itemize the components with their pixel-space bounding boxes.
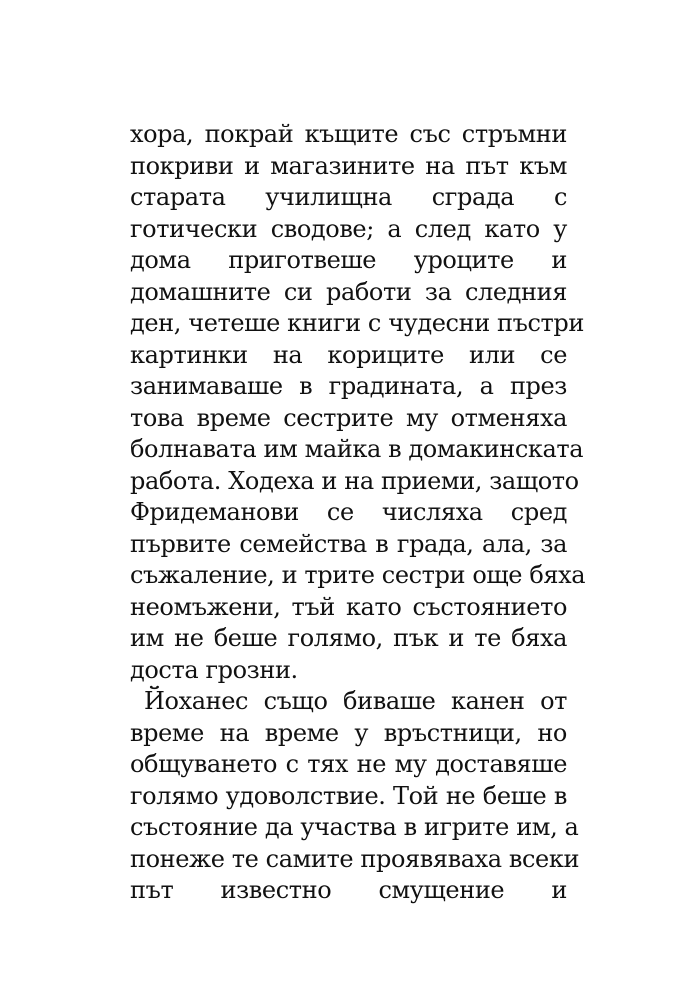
text-line: Йоханес също биваше канен от	[144, 687, 567, 715]
text-line: работа. Ходеха и на приеми, защото	[130, 466, 579, 495]
text-line: Фридеманови се числяха сред	[130, 498, 567, 526]
text-line: време на време у връстници, но	[130, 718, 567, 747]
text-line: първите семейства в града, ала, за	[130, 529, 567, 558]
text-line: съжаление, и трите сестри още бяха	[130, 561, 586, 589]
text-line: готически сводове; а след като у	[130, 214, 567, 243]
text-line: ден, четеше книги с чудесни пъстри	[130, 309, 584, 337]
body-text	[130, 119, 586, 907]
text-line: това време сестрите му отменяха	[130, 403, 567, 432]
text-line: път известно смущение и	[130, 876, 567, 904]
text-line: понеже те самите проявяваха всеки	[130, 844, 580, 873]
text-line: старата училищна сграда с	[130, 183, 567, 211]
text-line: домашните си работи за следния	[130, 277, 567, 306]
text-line: общуването с тях не му доставяше	[130, 750, 567, 778]
text-line: картинки на кориците или се	[130, 340, 567, 369]
text-line: болнавата им майка в домакинската	[130, 435, 584, 463]
text-line: доста грозни.	[130, 655, 298, 684]
text-line: състояние да участва в игрите им, а	[130, 813, 579, 841]
text-line: занимаваше в градината, а през	[130, 372, 567, 400]
text-line: дома приготвеше уроците и	[130, 246, 567, 274]
text-line: покриви и магазините на път към	[130, 151, 567, 180]
text-line: хора, покрай къщите със стръмни	[130, 120, 567, 148]
text-line: неомъжени, тъй като състоянието	[130, 592, 567, 621]
text-line: голямо удоволствие. Той не беше в	[130, 781, 567, 810]
text-line: им не беше голямо, пък и те бяха	[130, 624, 567, 652]
